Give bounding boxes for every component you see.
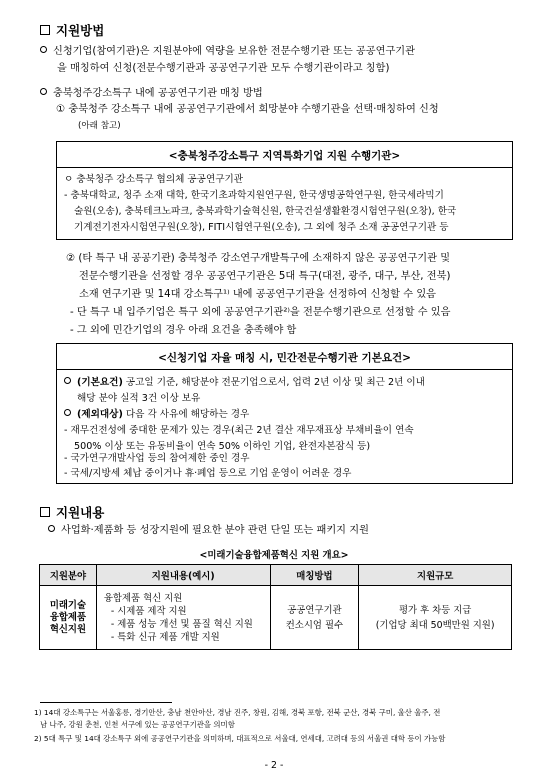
cell-line: 공공연구기관	[287, 604, 342, 616]
label-basic-requirement: (기본요건)	[77, 377, 123, 388]
table-header: 지원규모	[359, 565, 512, 586]
box-line	[64, 407, 249, 423]
box-line: - 재무건전성에 중대한 문제가 있는 경우(최근 2년 결산 재무재표상 부채비율이 연속	[64, 425, 414, 436]
table-caption: <미래기술융합제품혁신 지원 개요>	[199, 550, 349, 561]
square-bullet-icon	[40, 25, 50, 35]
paragraph-line: 사업화·제품화 등 성장지원에 필요한 분야 관련 단일 또는 패키지 지원	[61, 525, 369, 536]
support-table	[39, 564, 512, 650]
paragraph-line: - 그 외에 민간기업의 경우 아래 요건을 충족해야 함	[70, 325, 297, 336]
circle-bullet-icon	[64, 409, 71, 416]
divider	[57, 167, 512, 168]
cell-line: - 특화 신규 제품 개발 지원	[110, 631, 220, 643]
paragraph-line: - 단 특구 내 입주기업은 특구 외에 공공연구기관²⁾을 전문수행기관으로 선정할 수 있음	[70, 307, 451, 318]
table-header: 지원내용(예시)	[96, 565, 270, 586]
label-exclusion: (제외대상)	[77, 409, 123, 420]
paragraph-applicant	[40, 43, 415, 60]
box-line: 기계전기전자시험연구원(오창), FITI시험연구원(오송), 그 외에 청주 소재 공공연구기관 등	[74, 222, 449, 233]
paragraph-line: 소재 연구기관 및 14대 강소특구¹⁾ 내에 공공연구기관을 선정하여 신청할 수 있음	[79, 289, 437, 300]
table-header: 매칭방법	[270, 565, 359, 586]
paragraph-line: ② (타 특구 내 공공기관) 충북청주 강소연구개발특구에 소재하지 않은 공공연구기관 및	[66, 253, 451, 264]
section-heading-support-content	[40, 503, 104, 521]
box-title: <충북청주강소특구 지역특화기업 지원 수행기관>	[168, 150, 401, 162]
box-line: - 국세/지방세 체납 중이거나 휴·폐업 등으로 기업 운영이 어려운 경우	[64, 468, 352, 479]
cell-line: 컨소시엄 필수	[285, 619, 344, 631]
box-line: 500% 이상 또는 유동비율이 연속 50% 이하인 기업, 완전자본잠식 등)	[74, 441, 371, 452]
box-line: - 국가연구개발사업 등의 참여제한 중인 경우	[64, 453, 250, 464]
cell-line: 융합제품	[49, 611, 87, 623]
circle-bullet-icon	[48, 525, 55, 532]
cell-line: 미래기술	[49, 599, 87, 611]
paragraph-note: (아래 참고)	[78, 121, 121, 131]
table-cell-field	[40, 586, 97, 650]
footnote: 1) 14대 강소특구는 서울홍릉, 경기안산, 충남 천안아산, 경남 진주, 창원, 김해, 경북 포항, 전북 군산, 경북 구미, 울산 울주, 전	[34, 708, 441, 717]
box-line: ㅇ 충북청주 강소특구 협의체 공공연구기관	[64, 174, 244, 185]
box-line	[64, 375, 425, 391]
heading-text: 지원내용	[56, 505, 105, 520]
paragraph-line: 전문수행기관을 선정할 경우 공공연구기관은 5대 특구(대전, 광주, 대구, 부산, 전북)	[79, 271, 451, 282]
cell-line: 융합제품 혁신 지원	[103, 592, 183, 604]
circle-bullet-icon	[40, 88, 47, 95]
table-header-row	[40, 565, 512, 586]
box-line: 술원(오송), 충북테크노파크, 충북과학기술혁신원, 한국건설생활환경시험연구원(오창), 한국	[74, 206, 457, 217]
box-line: - 충북대학교, 청주 소재 대학, 한국기초과학지원연구원, 한국생명공학연구원, 한국세라믹기	[64, 190, 444, 201]
page-number: - 2 -	[264, 760, 284, 771]
circle-bullet-icon	[40, 46, 47, 53]
square-bullet-icon	[40, 507, 50, 517]
cell-line: - 제품 성능 개선 및 품질 혁신 지원	[110, 618, 253, 630]
cell-line: (기업당 최대 50백만원 지원)	[375, 619, 495, 631]
cell-line: 혁신지원	[49, 623, 87, 635]
paragraph-line: 을 매칭하여 신청(전문수행기관과 공공연구기관 모두 수행기관이라고 칭함)	[57, 63, 390, 74]
paragraph-line: 신청기업(참여기관)은 지원분야에 역량을 보유한 전문수행기관 또는 공공연구기관	[53, 46, 415, 57]
footnote-divider	[40, 702, 172, 703]
table-cell-content	[96, 586, 270, 650]
circle-bullet-icon	[64, 377, 71, 384]
paragraph-matching-method	[40, 85, 263, 102]
divider	[57, 369, 512, 370]
table-header: 지원분야	[40, 565, 97, 586]
info-box-private-requirements	[56, 343, 513, 484]
cell-line: - 시제품 제작 지원	[110, 605, 187, 617]
paragraph-support-content	[48, 522, 369, 539]
box-title: <신청기업 자율 매칭 시, 민간전문수행기관 기본요건>	[158, 352, 411, 364]
table-row	[40, 586, 512, 650]
footnote: 남 나주, 강원 춘천, 인천 서구에 있는 공공연구기관을 의미함	[40, 720, 235, 729]
footnote: 2) 5대 특구 및 14대 강소특구 외에 공공연구기관을 의미하며, 대표적으로 서울대, 연세대, 고려대 등의 서울권 대학 등이 가능함	[34, 734, 446, 743]
info-box-support-institutions	[56, 141, 513, 240]
cell-line: 평가 후 차등 지급	[398, 604, 472, 616]
table-cell-method	[270, 586, 359, 650]
section-heading-support-method	[40, 21, 104, 39]
paragraph-line: ① 충북청주 강소특구 내에 공공연구기관에서 희망분야 수행기관을 선택·매칭하여 신청	[56, 104, 439, 115]
heading-text: 지원방법	[56, 23, 105, 38]
requirement-text: 공고일 기준, 해당분야 전문기업으로서, 업력 2년 이상 및 최근 2년 이내	[122, 377, 425, 388]
exclusion-text: 다음 각 사유에 해당하는 경우	[122, 409, 250, 420]
paragraph-line: 충북청주강소특구 내에 공공연구기관 매칭 방법	[53, 88, 263, 99]
box-line: 해당 분야 실적 3건 이상 보유	[77, 393, 201, 404]
table-cell-scale	[359, 586, 512, 650]
